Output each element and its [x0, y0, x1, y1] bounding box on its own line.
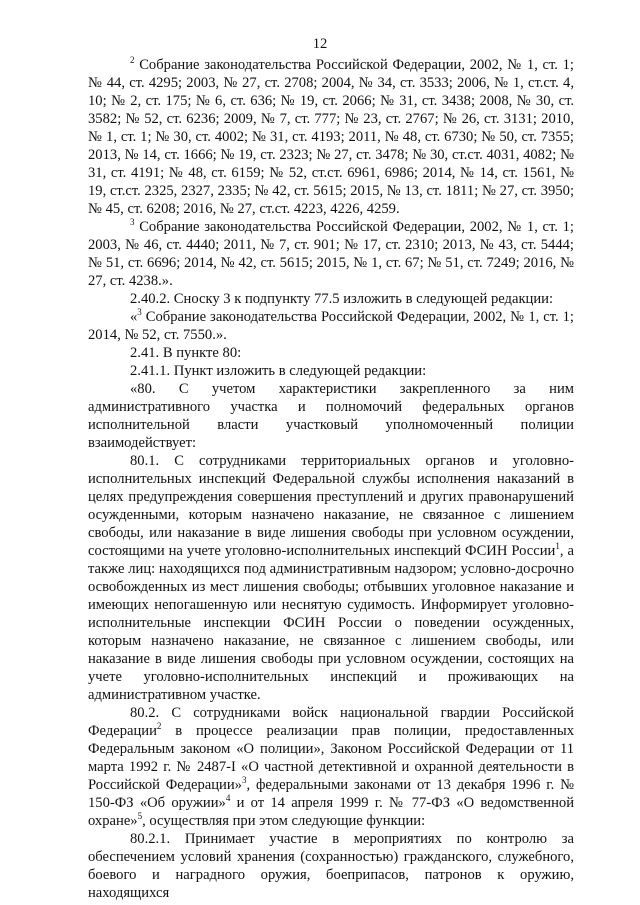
paragraph-2-41-1	[88, 362, 574, 380]
text-run: Собрание законодательства Российской Федерации, 2002, № 1, ст. 1; № 44, ст. 4295; 2003, № 27, ст. 2708; 2004, № 34, ст. 3533; 2006, № 1, ст.ст. 4, 10; № 2, ст. 175; № 6, ст. 636; № 19, ст. 2066; № 31, ст. 3438; 2008, № 30, ст. 3582; № 52, ст. 6236; 2009, № 7, ст. 777; № 23, ст. 2767; № 26, ст. 3131; 2010, № 1, ст. 1; № 30, ст. 4002; № 31, ст. 4193; 2011, № 48, ст. 6730; № 50, ст. 7355; 2013, № 14, ст. 1666; № 19, ст. 2323; № 27, ст. 3478; № 30, ст.ст. 4031, 4082; № 31, ст. 4191; № 48, ст. 6159; № 52, ст.ст. 6961, 6986; 2014, № 14, ст. 1561, № 19, ст.ст. 2325, 2327, 2335; № 42, ст. 5615; 2015, № 13, ст. 1811; № 27, ст. 3950; № 45, ст. 6208; 2016, № 27, ст.ст. 4223, 4226, 4259.	[88, 57, 574, 217]
paragraph-80-2-1	[88, 830, 574, 902]
footnote-marker: 5	[137, 811, 143, 821]
footnote-marker: 1	[555, 541, 560, 551]
paragraph-80	[88, 380, 574, 452]
footnote-2	[88, 56, 574, 218]
text-run: 2.40.2. Сноску 3 к подпункту 77.5 изложить в следующей редакции:	[130, 291, 554, 307]
text-run: Собрание законодательства Российской Федерации, 2002, № 1, ст. 1; 2003, № 46, ст. 4440; 2011, № 7, ст. 901; № 17, ст. 2310; 2013, № 43, ст. 5444; № 51, ст. 6696; 2014, № 42, ст. 5615; 2015, № 1, ст. 67; № 51, ст. 7249; 2016, № 27, ст. 4238.».	[88, 219, 574, 289]
text-run: Собрание законодательства Российской Федерации, 2002, № 1, ст. 1; 2014, № 52, ст. 7550.».	[88, 309, 574, 343]
text-run: , федеральными законами от 13 декабря 1996 г. № 150-ФЗ «Об оружии»	[88, 777, 575, 811]
text-run: 2.41. В пункте 80:	[130, 345, 242, 361]
document-body	[88, 56, 574, 902]
paragraph-80-1	[88, 452, 574, 704]
text-run: и от 14 апреля 1999 г. № 77-ФЗ «О ведомственной охране»	[88, 795, 575, 829]
text-run: 2.41.1. Пункт изложить в следующей редакции:	[130, 363, 427, 379]
quoted-footnote-3	[88, 308, 574, 344]
footnote-marker: 3	[241, 775, 247, 785]
text-run: «	[130, 309, 138, 325]
footnote-marker: 2	[130, 55, 135, 65]
text-run: 80.1. С сотрудниками территориальных органов и уголовно-исполнительных инспекций Федеральной службы исполнения наказаний в целях предупреждения совершения преступлений и других правонарушений осужденными, которым назначено наказание, не связанное с лишением свободы, или наказание в виде лишения свободы при условном осуждении, состоящими на учете уголовно-исполнительных инспекций ФСИН России	[88, 453, 574, 559]
text-run: , а также лиц: находящихся под административным надзором; условно-досрочно освобожденных из мест лишения свободы; отбывших уголовное наказание и имеющих непогашенную или неснятую судимость. Информирует уголовно-исполнительные инспекции ФСИН России о поведении осужденных, которым назначено наказание, не связанное с лишением свободы, или наказание в виде лишения свободы при условном осуждении, состоящих на учете уголовно-исполнительных инспекций и проживающих на административном участке.	[88, 543, 574, 703]
footnote-3	[88, 218, 574, 290]
footnote-marker: 4	[225, 793, 231, 803]
footnote-marker: 3	[137, 307, 142, 317]
text-run: , осуществляя при этом следующие функции:	[142, 813, 426, 829]
footnote-marker: 2	[156, 721, 162, 731]
footnote-marker: 3	[130, 217, 135, 227]
text-run: 80.2. С сотрудниками войск национальной гвардии Российской Федерации	[88, 705, 574, 739]
text-run: 80.2.1. Принимает участие в мероприятиях по контролю за обеспечением условий хранения (сохранностью) гражданского, служебного, боевого и наградного оружия, боеприпасов, патронов к оружию, находящихся	[88, 831, 574, 901]
paragraph-2-40-2	[88, 290, 574, 308]
text-run: в процессе реализации прав полиции, предоставленных Федеральным законом «О полиции», Законом Российской Федерации от 11 марта 1992 г. № 2487-I «О частной детективной и охранной деятельности в Российской Федерации»	[88, 723, 574, 793]
text-run: «80. С учетом характеристики закрепленного за ним административного участка и полномочий федеральных органов исполнительной власти участковый уполномоченный полиции взаимодействует:	[88, 381, 574, 451]
paragraph-80-2	[88, 704, 574, 830]
paragraph-2-41	[88, 344, 574, 362]
page-number: 12	[312, 36, 328, 52]
